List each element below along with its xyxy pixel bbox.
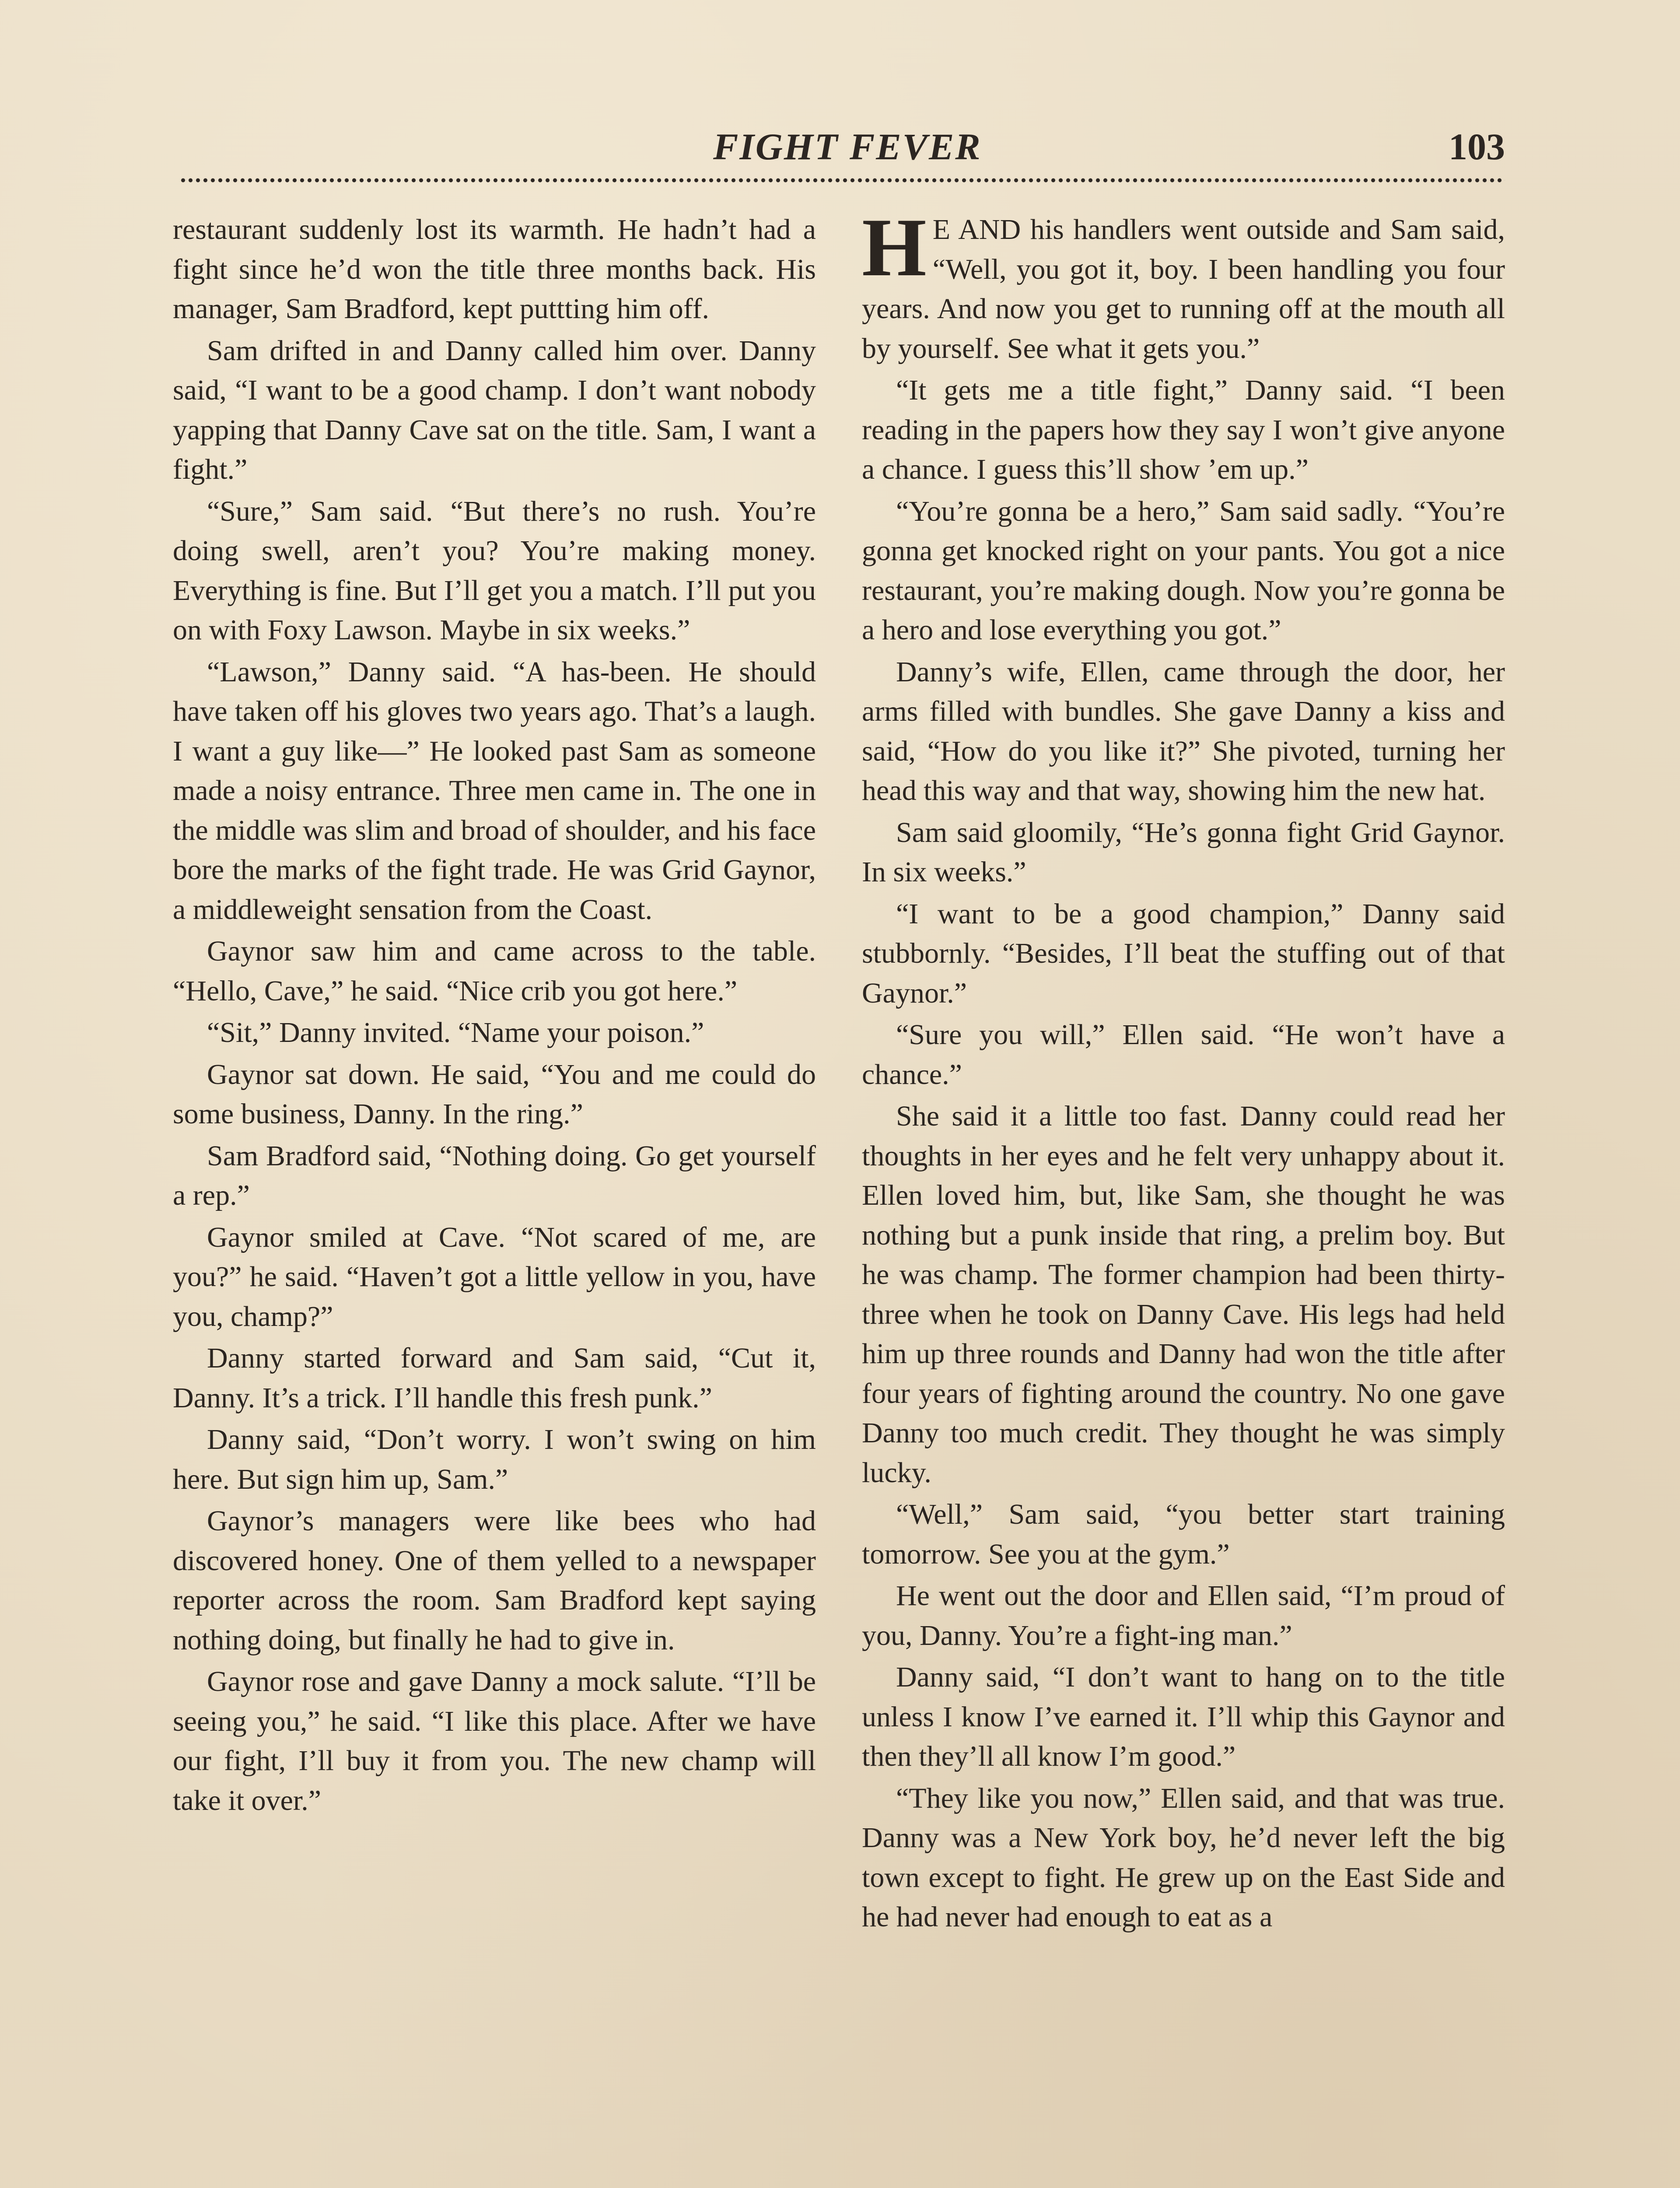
page-number: 103 [1449,126,1505,168]
paragraph: Gaynor smiled at Cave. “Not scared of me, are you?” he said. “Haven’t got a little yellow in you, have you, champ?” [173,1221,816,1332]
paragraph: Gaynor rose and gave Danny a mock salute. “I’ll be seeing you,” he said. “I like this place. After we have our fight, I’ll buy it from you. The new champ will take it over.” [173,1666,816,1816]
paragraph: “It gets me a title fight,” Danny said. “I been reading in the papers how they say I won’t give anyone a chance. I guess this’ll show ’em up.” [862,374,1505,485]
paragraph: She said it a little too fast. Danny could read her thoughts in her eyes and he felt very unhappy about it. Ellen loved him, but, like Sam, she thought he was nothing but a punk inside that ring, a prelim boy. But he was champ. The former champion had been thirty-three when he took on Danny Cave. His legs had held him up three rounds and Danny had won the title after four years of fighting around the country. No one gave Danny too much credit. They thought he was simply lucky. [862,1100,1505,1489]
paragraph: “Sure you will,” Ellen said. “He won’t have a chance.” [862,1019,1505,1090]
drop-cap: H [862,202,927,294]
right-column [862,202,1505,1939]
paragraph: Gaynor’s managers were like bees who had discovered honey. One of them yelled to a newspaper reporter across the room. Sam Bradford kept saying nothing doing, but finally he had to give in. [173,1505,816,1656]
paragraph: Sam drifted in and Danny called him over. Danny said, “I want to be a good champ. I don’t want nobody yapping that Danny Cave sat on the title. Sam, I want a fight.” [173,334,816,485]
paragraph: Sam said gloomily, “He’s gonna fight Grid Gaynor. In six weeks.” [862,816,1505,888]
paragraph: “Sit,” Danny invited. “Name your poison.” [207,1017,704,1048]
running-title: FIGHT FEVER [713,126,982,168]
paragraph: Sam Bradford said, “Nothing doing. Go get yourself a rep.” [173,1140,816,1211]
paragraph: “I want to be a good champion,” Danny said stubbornly. “Besides, I’ll beat the stuffing out of that Gaynor.” [862,898,1505,1009]
paragraph: “They like you now,” Ellen said, and that was true. Danny was a New York boy, he’d never left the big town except to fight. He grew up on the East Side and he had never had enough to eat as a [862,1782,1505,1933]
opening-paragraph-text: E AND his handlers went outside and Sam said, “Well, you got it, boy. I been handling you four years. And now you get to running off at the mouth all by yourself. See what it gets you.” [862,214,1505,365]
paragraph: “Lawson,” Danny said. “A has-been. He should have taken off his gloves two years ago. That’s a laugh. I want a guy like—” He looked past Sam as someone made a noisy entrance. Three men came in. The one in the middle was slim and broad of shoulder, and his face bore the marks of the fight trade. He was Grid Gaynor, a middleweight sensation from the Coast. [173,656,816,926]
page-header [179,125,1505,173]
paragraph: Danny started forward and Sam said, “Cut it, Danny. It’s a trick. I’ll handle this fresh punk.” [173,1342,816,1414]
paragraph: Danny said, “Don’t worry. I won’t swing on him here. But sign him up, Sam.” [173,1424,816,1495]
paragraph: “Sure,” Sam said. “But there’s no rush. You’re doing swell, aren’t you? You’re making money. Everything is fine. But I’ll get you a match. I’ll put you on with Foxy Lawson. Maybe in six weeks.” [173,495,816,646]
paragraph: Danny said, “I don’t want to hang on to the title unless I know I’ve earned it. I’ll whip this Gaynor and then they’ll all know I’m good.” [862,1661,1505,1772]
left-column [173,210,816,1823]
opening-paragraph [862,202,1505,368]
paragraph: “Well,” Sam said, “you better start training tomorrow. See you at the gym.” [862,1498,1505,1570]
paragraph: “You’re gonna be a hero,” Sam said sadly. “You’re gonna get knocked right on your pants. You got a nice restaurant, you’re making dough. Now you’re gonna be a hero and lose everything you got.” [862,495,1505,646]
paragraph: Danny’s wife, Ellen, came through the door, her arms filled with bundles. She gave Danny a kiss and said, “How do you like it?” She pivoted, turning her head this way and that way, showing him the new hat. [862,656,1505,806]
paragraph: He went out the door and Ellen said, “I’m proud of you, Danny. You’re a fight-ing man.” [862,1580,1505,1652]
paragraph: Gaynor sat down. He said, “You and me could do some business, Danny. In the ring.” [173,1058,816,1130]
header-dotted-rule [179,177,1505,183]
paragraph: Gaynor saw him and came across to the table. “Hello, Cave,” he said. “Nice crib you got here.” [173,935,816,1007]
paragraph: restaurant suddenly lost its warmth. He hadn’t had a fight since he’d won the title three months back. His manager, Sam Bradford, kept puttting him off. [173,214,816,325]
